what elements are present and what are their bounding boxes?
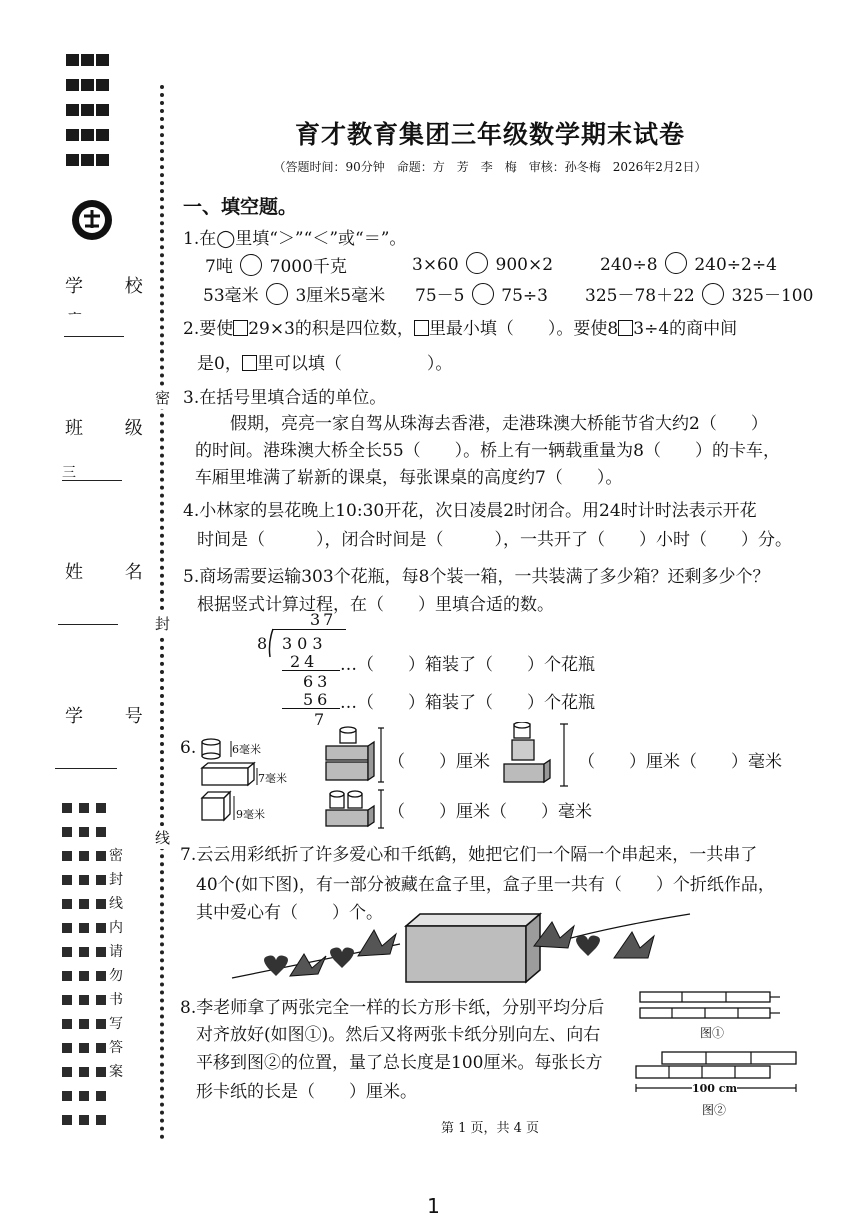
seal-char: 密 <box>109 848 123 864</box>
q5-line1: 5.商场需要运输303个花瓶，每8个装一箱，一共装满了多少箱？还剩多少个？ <box>183 567 770 587</box>
q1-left: 3×60 <box>412 255 459 275</box>
q1-item <box>600 252 777 275</box>
school-mark: ᅩ <box>68 307 82 323</box>
q2-text: 是0， <box>197 354 242 374</box>
label-small: 6毫米 <box>232 743 261 756</box>
pattern-block <box>96 79 109 91</box>
q1-left: 75－5 <box>415 286 465 306</box>
seal-char: 案 <box>109 1064 123 1080</box>
division-step2: 63 <box>303 672 332 691</box>
pattern-block <box>81 154 94 166</box>
q7-string-figure <box>230 910 700 986</box>
q6-answer-2: （ ）厘米（ ）毫米 <box>578 752 782 772</box>
q2-line2 <box>197 349 452 374</box>
cylinder-shape <box>202 739 231 759</box>
q3-line3: 车厢里堆满了崭新的课桌，每张课桌的高度约7（ ）。 <box>195 468 623 488</box>
q1-item <box>412 252 553 275</box>
label-long: 7毫米 <box>258 772 287 785</box>
q2-text: 2.要使 <box>183 319 234 339</box>
long-box-shape <box>202 763 257 785</box>
q1-left: 7吨 <box>205 257 233 277</box>
pattern-block <box>96 154 109 166</box>
figure-2-measure: 100 cm <box>692 1082 738 1095</box>
heart-icon <box>264 956 288 977</box>
pattern-block <box>96 129 109 141</box>
exam-subtitle: （答题时间：90分钟 命题：方 芳 李 梅 审核：孙冬梅 2026年2月2日） <box>273 160 707 174</box>
division-quotient: 37 <box>310 610 337 629</box>
seal-char: 勿 <box>109 968 123 984</box>
q3-stem: 3.在括号里填合适的单位。 <box>183 388 387 408</box>
label-cube: 9毫米 <box>236 808 265 821</box>
pattern-block <box>96 104 109 116</box>
seal-char: 线 <box>109 896 123 912</box>
page-number-text: 第 1 页，共 4 页 <box>440 1121 540 1136</box>
division-divisor: 8 <box>257 634 268 653</box>
digit-box[interactable] <box>618 320 633 336</box>
answer-circle[interactable] <box>665 252 687 274</box>
division-note1: …（ ）箱装了（ ）个花瓶 <box>340 655 595 675</box>
name-label: 姓 名 <box>65 562 161 583</box>
division-step3: 56 <box>303 690 332 709</box>
q1-item <box>203 281 385 306</box>
digit-box[interactable] <box>242 355 257 371</box>
heart-icon <box>330 948 354 969</box>
class-mark: 三 <box>62 465 76 481</box>
division-dividend: 303 <box>282 634 328 653</box>
q8-line4: 形卡纸的长是（ ）厘米。 <box>196 1082 417 1102</box>
class-line <box>62 480 122 481</box>
pattern-block <box>81 104 94 116</box>
number-line <box>55 768 117 769</box>
q8-line3: 平移到图②的位置，量了总长度是100厘米。每张长方 <box>196 1053 603 1073</box>
figure-1 <box>640 992 780 1018</box>
q8-line2: 对齐放好(如图①)。然后又将两张卡纸分别向左、向右 <box>196 1025 601 1045</box>
seal-char: 书 <box>109 992 123 1008</box>
name-line <box>58 624 118 625</box>
q1-item <box>415 281 548 306</box>
seal-char: 内 <box>109 920 123 936</box>
q4-line2: 时间是（ ），闭合时间是（ ），一共开了（ ）小时（ ）分。 <box>197 530 792 550</box>
pattern-block <box>66 79 79 91</box>
division-remainder: 7 <box>314 710 325 729</box>
q1-stem: 1.在◯里填“＞”“＜”或“＝”。 <box>183 229 407 249</box>
seal-char: 写 <box>109 1016 123 1032</box>
q1-right: 7000千克 <box>269 257 347 277</box>
pattern-block <box>66 129 79 141</box>
side-word-mi: 密 <box>155 386 170 409</box>
q2-text: 里可以填（ ）。 <box>256 354 453 374</box>
q6-answer-1: （ ）厘米 <box>388 752 490 772</box>
q8-line1: 8.李老师拿了两张完全一样的长方形卡纸，分别平均分后 <box>180 998 605 1018</box>
paper-crane-icon <box>614 932 654 958</box>
q7-line3: 其中爱心有（ ）个。 <box>196 903 383 923</box>
pattern-block <box>66 154 79 166</box>
q6-stack-2 <box>500 722 575 790</box>
section-heading: 一、填空题。 <box>183 196 298 218</box>
answer-circle[interactable] <box>266 283 288 305</box>
q1-right: 900×2 <box>495 255 554 275</box>
q2-text: 29×3的积是四位数， <box>248 319 414 339</box>
figure-1-label: 图① <box>700 1026 725 1040</box>
seal-char: 封 <box>109 872 123 888</box>
division-bar <box>272 629 346 630</box>
pattern-block <box>81 54 94 66</box>
q1-left: 240÷8 <box>600 255 658 275</box>
q8-figure <box>634 988 804 1118</box>
division-step1: 24 <box>290 652 319 671</box>
q2-text: 3÷4的商中间 <box>633 319 738 339</box>
q3-line1: 假期，亮亮一家自驾从珠海去香港，走港珠澳大桥能节省大约2（ ） <box>230 414 768 434</box>
q2-line1 <box>183 314 737 339</box>
q6-number: 6. <box>180 738 197 758</box>
q4-line1: 4.小林家的昙花晚上10:30开花，次日凌晨2时闭合。用24时计时法表示开花 <box>183 501 757 521</box>
number-label: 学 号 <box>65 706 161 727</box>
q5-line2: 根据竖式计算过程，在（ ）里填合适的数。 <box>197 595 554 615</box>
q3-line2: 的时间。港珠澳大桥全长55（ ）。桥上有一辆载重量为8（ ）的卡车， <box>195 441 780 461</box>
cube-shape <box>202 792 234 820</box>
seal-char: 答 <box>109 1040 123 1056</box>
figure-2-label: 图② <box>702 1103 727 1117</box>
pattern-block <box>81 79 94 91</box>
exam-title: 育才教育集团三年级数学期末试卷 <box>294 120 685 149</box>
division-note2: …（ ）箱装了（ ）个花瓶 <box>340 693 595 713</box>
q1-item <box>205 252 347 277</box>
side-word-feng: 封 <box>155 612 170 635</box>
side-word-xian: 线 <box>155 826 170 849</box>
division-bracket <box>266 628 278 658</box>
answer-circle[interactable] <box>240 254 262 276</box>
q2-text: 里最小填（ ）。要使8 <box>428 319 619 339</box>
digit-box[interactable] <box>414 320 429 336</box>
q1-right: 75÷3 <box>501 286 548 306</box>
q6-stack-3 <box>322 786 387 830</box>
q1-right: 240÷2÷4 <box>694 255 777 275</box>
paper-crane-icon <box>358 930 396 956</box>
q7-line2: 40个(如下图)，有一部分被藏在盒子里，盒子里一共有（ ）个折纸作品， <box>196 875 775 895</box>
school-emblem-icon <box>70 198 114 242</box>
scan-page-number: 1 <box>427 1194 440 1218</box>
heart-icon <box>576 936 600 957</box>
hiding-box <box>406 914 540 982</box>
answer-circle[interactable] <box>702 283 724 305</box>
class-label: 班 级 <box>65 418 161 439</box>
division-rule <box>282 670 340 671</box>
q1-right: 325－100 <box>731 286 814 306</box>
school-line <box>64 336 124 337</box>
division-rule <box>282 708 340 709</box>
digit-box[interactable] <box>233 320 248 336</box>
q1-right: 3厘米5毫米 <box>295 286 386 306</box>
pattern-block <box>66 104 79 116</box>
answer-circle[interactable] <box>466 252 488 274</box>
q1-left: 53毫米 <box>203 286 259 306</box>
pattern-block <box>81 129 94 141</box>
seal-char: 请 <box>109 944 123 960</box>
answer-circle[interactable] <box>472 283 494 305</box>
school-label: 学 校 <box>65 276 161 297</box>
q1-left: 325－78＋22 <box>585 286 695 306</box>
q7-line1: 7.云云用彩纸折了许多爱心和千纸鹤，她把它们一个隔一个串起来，一共串了 <box>180 845 758 865</box>
q6-answer-3: （ ）厘米（ ）毫米 <box>388 802 592 822</box>
q6-stack-1 <box>322 724 387 786</box>
pattern-block <box>96 54 109 66</box>
pattern-block <box>66 54 79 66</box>
q1-item <box>585 281 813 306</box>
